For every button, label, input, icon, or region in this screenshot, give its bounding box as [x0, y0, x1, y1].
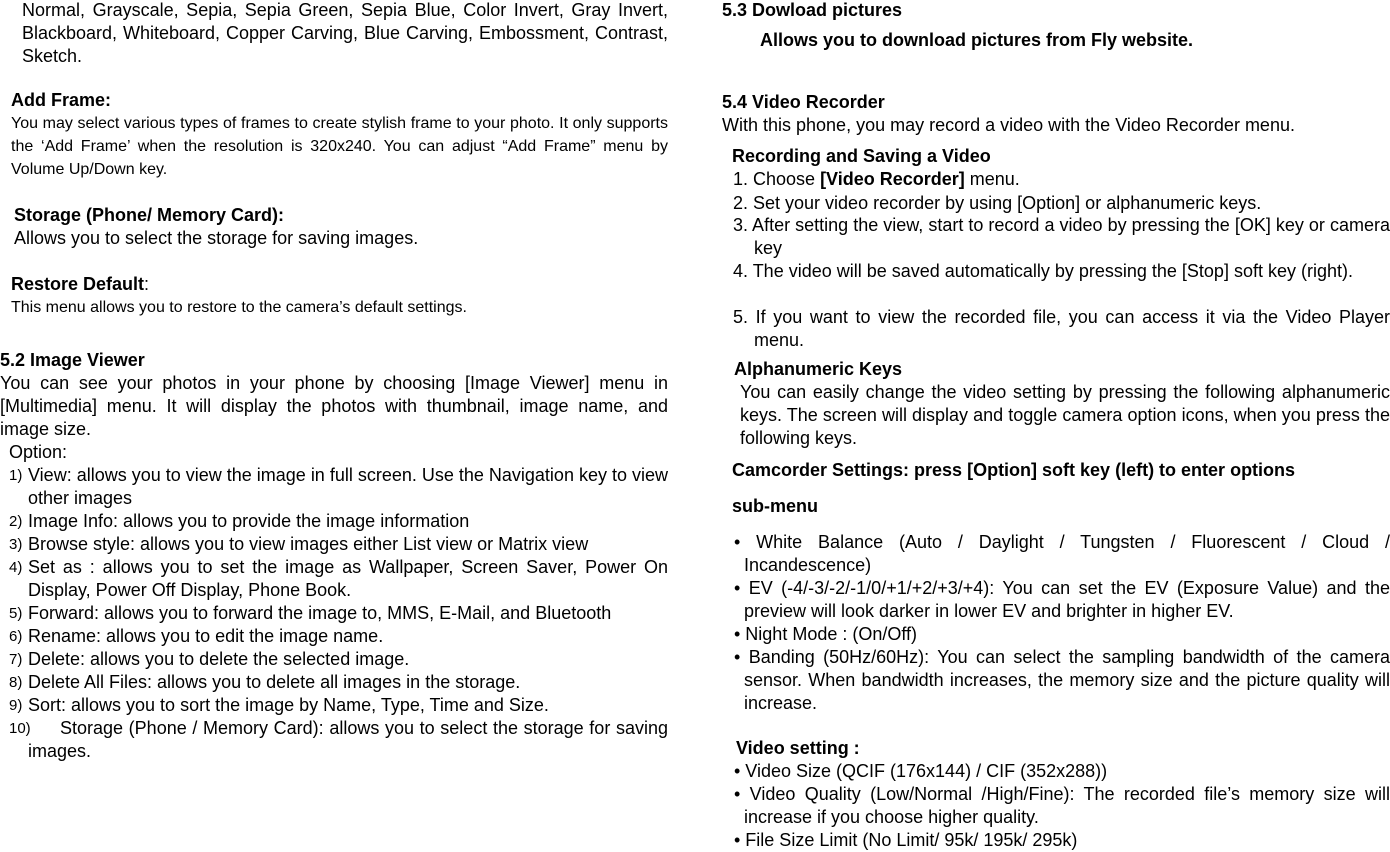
- step-5: 5. If you want to view the recorded file, you can access it via the Video Player menu.: [733, 307, 1390, 350]
- list-text: Delete: allows you to delete the selected image.: [28, 649, 410, 669]
- list-text: Set as : allows you to set the image as Wallpaper, Screen Saver, Power On Display, Power Off Display, Phone Book.: [28, 557, 668, 600]
- video-setting-heading: Video setting :: [736, 738, 860, 758]
- video-recorder-intro: With this phone, you may record a video with the Video Recorder menu.: [722, 115, 1295, 135]
- step-1-bold: [Video Recorder]: [820, 169, 965, 189]
- list-item: • Banding (50Hz/60Hz): You can select the sampling bandwidth of the camera sensor. When bandwidth increases, the memory size and the picture quality will increase.: [734, 647, 1390, 713]
- step-4: 4. The video will be saved automatically by pressing the [Stop] soft key (right).: [733, 261, 1353, 281]
- video-recorder-heading: 5.4 Video Recorder: [722, 92, 885, 112]
- camcorder-heading: Camcorder Settings: press [Option] soft key (left) to enter options: [732, 460, 1296, 480]
- list-item: • EV (-4/-3/-2/-1/0/+1/+2/+3/+4): You can set the EV (Exposure Value) and the preview will look darker in lower EV and brighter in higher EV.: [734, 578, 1390, 621]
- list-text: Delete All Files: allows you to delete all images in the storage.: [28, 672, 521, 692]
- list-text: Sort: allows you to sort the image by Name, Type, Time and Size.: [28, 695, 549, 715]
- list-number: 7): [9, 651, 23, 668]
- add-frame-body: You may select various types of frames to create stylish frame to your photo. It only supports the ‘Add Frame’ when the resolution is 320x240. You can adjust “Add Frame” menu by Volume Up/Down key.: [11, 115, 668, 178]
- list-text: Browse style: allows you to view images either List view or Matrix view: [28, 534, 589, 554]
- step-1: [733, 168, 1020, 191]
- add-frame-heading: Add Frame:: [11, 90, 112, 110]
- list-number: 8): [9, 674, 23, 691]
- list-item: • Video Quality (Low/Normal /High/Fine): The recorded file’s memory size will increase if you choose higher quality.: [734, 784, 1390, 827]
- download-heading: 5.3 Dowload pictures: [722, 0, 903, 20]
- alphanumeric-body: You can easily change the video setting by pressing the following alphanumeric keys. The screen will display and toggle camera option icons, when you press the following keys.: [740, 382, 1390, 448]
- list-text: Rename: allows you to edit the image name.: [28, 626, 384, 646]
- list-number: 5): [9, 605, 23, 622]
- list-item: [9, 694, 668, 717]
- list-item: [9, 717, 668, 763]
- restore-heading: Restore Default: [11, 274, 145, 294]
- list-number: 2): [9, 513, 23, 530]
- step-1-pre: 1. Choose: [733, 169, 821, 189]
- list-text: Image Info: allows you to provide the image information: [28, 511, 470, 531]
- list-number: 1): [9, 467, 23, 484]
- list-item: • Night Mode : (On/Off): [734, 624, 918, 644]
- alphanumeric-heading: Alphanumeric Keys: [734, 359, 903, 379]
- effects-list: Normal, Grayscale, Sepia, Sepia Green, Sepia Blue, Color Invert, Gray Invert, Blackboard, Whiteboard, Copper Carving, Blue Carving, Embossment, Contrast, Sketch.: [22, 0, 668, 66]
- download-body: Allows you to download pictures from Fly website.: [760, 30, 1194, 50]
- list-item: [9, 556, 668, 602]
- list-number: 4): [9, 559, 23, 576]
- image-viewer-heading: 5.2 Image Viewer: [0, 350, 145, 370]
- restore-heading-line: [11, 273, 149, 296]
- step-2: 2. Set your video recorder by using [Option] or alphanumeric keys.: [733, 193, 1262, 213]
- list-item: [9, 464, 668, 510]
- storage-heading: Storage (Phone/ Memory Card):: [14, 205, 285, 225]
- list-item: [9, 510, 668, 533]
- step-3: 3. After setting the view, start to record a video by pressing the [OK] key or camera key: [733, 215, 1390, 258]
- camcorder-heading-submenu: sub-menu: [732, 496, 819, 516]
- list-item: • White Balance (Auto / Daylight / Tungsten / Fluorescent / Cloud / Incandescence): [734, 532, 1390, 575]
- list-text: Storage (Phone / Memory Card): allows you to select the storage for saving images.: [28, 718, 668, 761]
- list-item: [9, 671, 668, 694]
- video-setting-list: [734, 760, 1390, 852]
- list-item: [9, 533, 668, 556]
- step-1-post: menu.: [964, 169, 1020, 189]
- list-number: 3): [9, 536, 23, 553]
- list-number: 10): [9, 720, 31, 737]
- list-item: • Video Size (QCIF (176x144) / CIF (352x288)): [734, 761, 1108, 781]
- option-list: [9, 464, 668, 763]
- image-viewer-intro: You can see your photos in your phone by choosing [Image Viewer] menu in [Multimedia] menu. It will display the photos with thumbnail, image name, and image size.: [0, 373, 668, 439]
- list-item: • File Size Limit (No Limit/ 95k/ 195k/ 295k): [734, 830, 1078, 850]
- camcorder-list: [734, 531, 1390, 715]
- recording-heading: Recording and Saving a Video: [732, 146, 991, 166]
- restore-colon: :: [144, 274, 150, 294]
- list-item: [9, 625, 668, 648]
- list-item: [9, 648, 668, 671]
- option-label: Option:: [9, 442, 68, 462]
- list-item: [9, 602, 668, 625]
- list-text: Forward: allows you to forward the image to, MMS, E-Mail, and Bluetooth: [28, 603, 612, 623]
- storage-body: Allows you to select the storage for saving images.: [14, 228, 419, 248]
- list-number: 9): [9, 697, 23, 714]
- list-number: 6): [9, 628, 23, 645]
- restore-body: This menu allows you to restore to the camera’s default settings.: [11, 299, 467, 316]
- list-text: View: allows you to view the image in full screen. Use the Navigation key to view other images: [28, 465, 668, 508]
